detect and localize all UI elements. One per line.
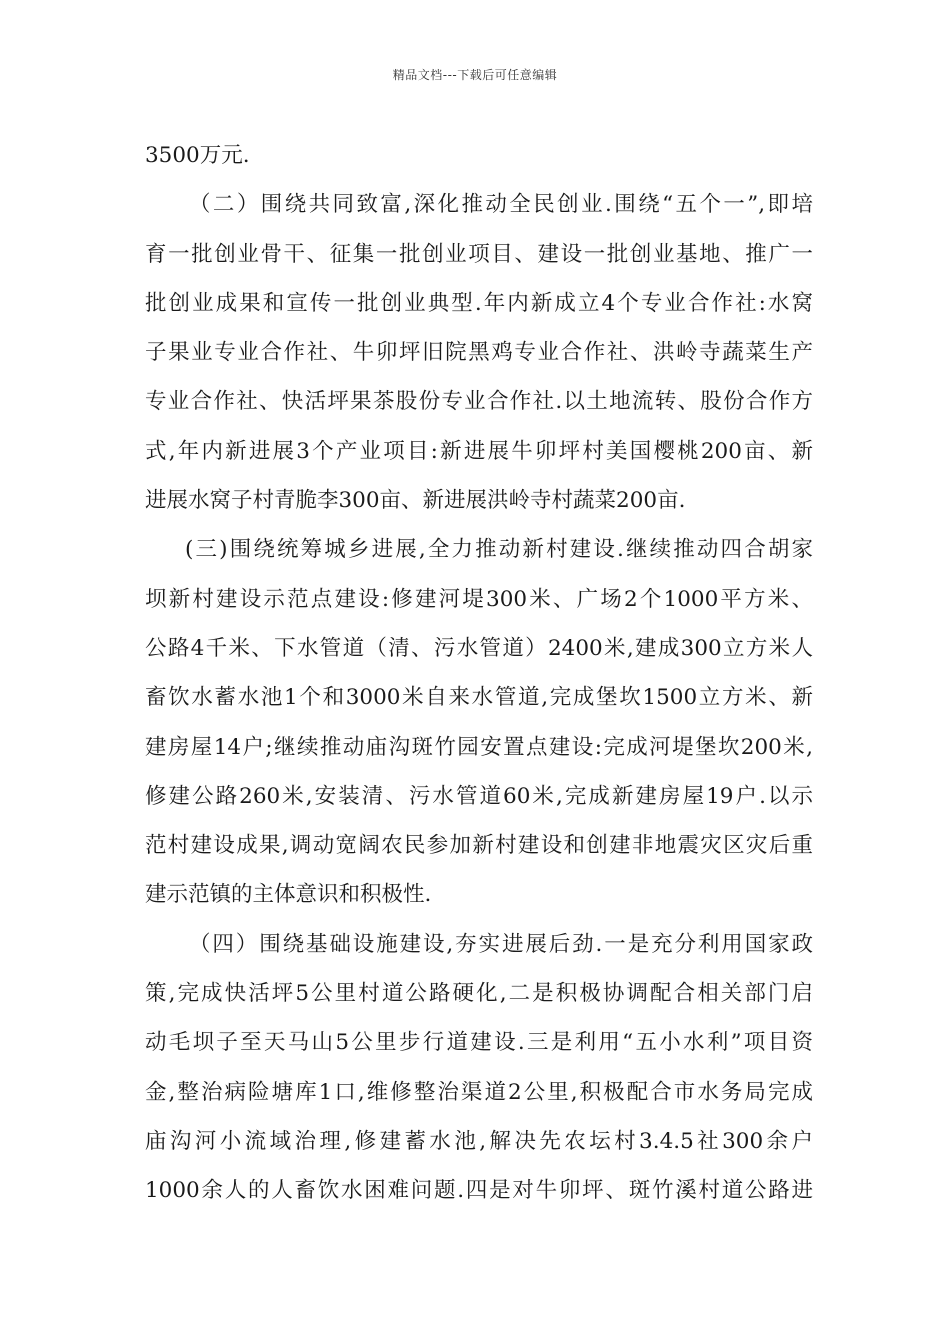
paragraph-first-line: (三)围绕统筹城乡进展,全力推动新村建设.继续推动四合胡家 (185, 537, 813, 563)
body-text (145, 131, 813, 1216)
text-line: 范村建设成果,调动宽阔农民参加新村建设和创建非地震灾区灾后重 (145, 833, 813, 859)
text-line: 动毛坝子至天马山5公里步行道建设.三是利用“五小水利”项目资 (145, 1030, 813, 1056)
text-line: 建示范镇的主体意识和积极性. (145, 882, 432, 908)
text-line: 庙沟河小流域治理,修建蓄水池,解决先农坛村3.4.5社300余户 (145, 1128, 813, 1154)
text-line: 修建公路260米,安装清、污水管道60米,完成新建房屋19户.以示 (145, 783, 813, 809)
text-line: 育一批创业骨干、征集一批创业项目、建设一批创业基地、推广一 (145, 241, 813, 267)
text-line: 进展水窝子村青脆李300亩、新进展洪岭寺村蔬菜200亩. (145, 488, 686, 514)
text-line: 策,完成快活坪5公里村道公路硬化,二是积极协调配合相关部门启 (145, 981, 813, 1007)
text-line: 3500万元. (145, 143, 250, 168)
text-line: 公路4千米、下水管道（清、污水管道）2400米,建成300立方米人 (145, 635, 813, 661)
page-header: 精品文档---下载后可任意编辑 (392, 68, 558, 82)
text-line: 坝新村建设示范点建设:修建河堤300米、广场2个1000平方米、 (145, 586, 813, 612)
paragraph-first-line: （二）围绕共同致富,深化推动全民创业.围绕“五个一”,即培 (189, 192, 813, 218)
text-line: 畜饮水蓄水池1个和3000米自来水管道,完成堡坎1500立方米、新 (145, 685, 813, 711)
text-line: 1000余人的人畜饮水困难问题.四是对牛卯坪、斑竹溪村道公路进 (145, 1178, 813, 1204)
text-line: 批创业成果和宣传一批创业典型.年内新成立4个专业合作社:水窝 (145, 290, 813, 316)
text-line: 金,整治病险塘库1口,维修整治渠道2公里,积极配合市水务局完成 (145, 1079, 813, 1105)
paragraph-first-line: （四）围绕基础设施建设,夯实进展后劲.一是充分利用国家政 (189, 931, 813, 957)
text-line: 子果业专业合作社、牛卯坪旧院黑鸡专业合作社、洪岭寺蔬菜生产 (145, 340, 813, 366)
text-line: 式,年内新进展3个产业项目:新进展牛卯坪村美国樱桃200亩、新 (145, 438, 813, 464)
text-line: 建房屋14户;继续推动庙沟斑竹园安置点建设:完成河堤堡坎200米, (145, 734, 813, 760)
text-line: 专业合作社、快活坪果茶股份专业合作社.以土地流转、股份合作方 (145, 389, 813, 415)
